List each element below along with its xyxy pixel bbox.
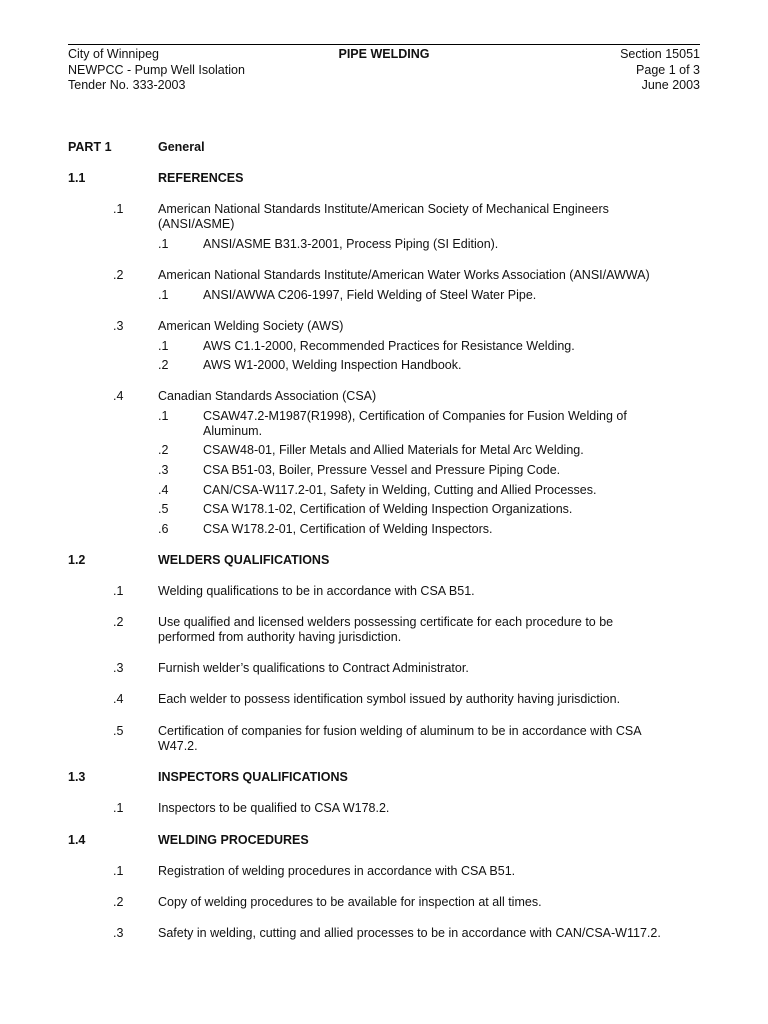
item-text: W47.2. [158,739,198,753]
header-title: PIPE WELDING [338,47,430,61]
item-number: .3 [113,661,124,675]
subitem-number: .2 [158,358,169,372]
part-number: PART 1 [68,140,112,154]
subitem-number: .1 [158,339,169,353]
subitem-number: .1 [158,288,169,302]
item-number: .2 [113,615,124,629]
item-text: Copy of welding procedures to be available for inspection at all times. [158,895,542,909]
item-text: Use qualified and licensed welders possessing certificate for each procedure to be [158,615,614,629]
subitem-text: AWS W1-2000, Welding Inspection Handbook. [203,358,462,372]
subitem-text: ANSI/ASME B31.3-2001, Process Piping (SI Edition). [203,237,499,251]
header-city: City of Winnipeg [68,47,160,61]
item-text: Canadian Standards Association (CSA) [158,389,377,403]
section-number: 1.3 [68,770,86,784]
item-text: (ANSI/ASME) [158,217,235,231]
subitem-text: ANSI/AWWA C206-1997, Field Welding of Steel Water Pipe. [203,288,537,302]
subitem-number: .3 [158,463,169,477]
section-title: WELDING PROCEDURES [158,833,309,847]
subitem-text: CSA W178.2-01, Certification of Welding Inspectors. [203,522,493,536]
item-number: .3 [113,926,124,940]
item-number: .5 [113,724,124,738]
item-text: Safety in welding, cutting and allied processes to be in accordance with CAN/CSA-W117.2. [158,926,661,940]
page-header [68,44,700,97]
item-number: .4 [113,389,124,403]
subitem-text: AWS C1.1-2000, Recommended Practices for Resistance Welding. [203,339,575,353]
item-number: .1 [113,584,124,598]
item-number: .1 [113,864,124,878]
header-right [620,47,700,94]
subitem-number: .1 [158,237,169,251]
header-section: Section 15051 [620,47,700,61]
item-text: Certification of companies for fusion welding of aluminum to be in accordance with CSA [158,724,642,738]
item-number: .2 [113,895,124,909]
item-text: performed from authority having jurisdiction. [158,630,402,644]
section-number: 1.2 [68,553,86,567]
item-text: Registration of welding procedures in accordance with CSA B51. [158,864,516,878]
subitem-number: .6 [158,522,169,536]
subitem-text: Aluminum. [203,424,263,438]
item-text: Welding qualifications to be in accordance with CSA B51. [158,584,475,598]
section-title: REFERENCES [158,171,244,185]
item-text: Inspectors to be qualified to CSA W178.2. [158,801,390,815]
section-number: 1.1 [68,171,86,185]
section-title: INSPECTORS QUALIFICATIONS [158,770,348,784]
subitem-number: .4 [158,483,169,497]
subitem-text: CSA W178.1-02, Certification of Welding Inspection Organizations. [203,502,573,516]
item-text: Each welder to possess identification symbol issued by authority having jurisdiction. [158,692,621,706]
item-text: American National Standards Institute/American Society of Mechanical Engineers [158,202,609,216]
header-project: NEWPCC - Pump Well Isolation [68,62,245,77]
item-number: .1 [113,801,124,815]
subitem-number: .5 [158,502,169,516]
subitem-number: .1 [158,409,169,423]
item-text: American National Standards Institute/American Water Works Association (ANSI/AWWA) [158,268,650,282]
item-number: .4 [113,692,124,706]
header-page: Page 1 of 3 [636,62,700,77]
item-text: Furnish welder’s qualifications to Contract Administrator. [158,661,469,675]
subitem-text: CSAW48-01, Filler Metals and Allied Materials for Metal Arc Welding. [203,443,584,457]
item-number: .1 [113,202,124,216]
part-title: General [158,140,205,154]
item-number: .2 [113,268,124,282]
header-tender: Tender No. 333-2003 [68,78,186,92]
section-number: 1.4 [68,833,86,847]
section-title: WELDERS QUALIFICATIONS [158,553,330,567]
item-number: .3 [113,319,124,333]
subitem-text: CSA B51-03, Boiler, Pressure Vessel and Pressure Piping Code. [203,463,561,477]
subitem-text: CAN/CSA-W117.2-01, Safety in Welding, Cutting and Allied Processes. [203,483,597,497]
item-text: American Welding Society (AWS) [158,319,344,333]
subitem-text: CSAW47.2-M1987(R1998), Certification of Companies for Fusion Welding of [203,409,627,423]
subitem-number: .2 [158,443,169,457]
header-date: June 2003 [641,78,700,92]
